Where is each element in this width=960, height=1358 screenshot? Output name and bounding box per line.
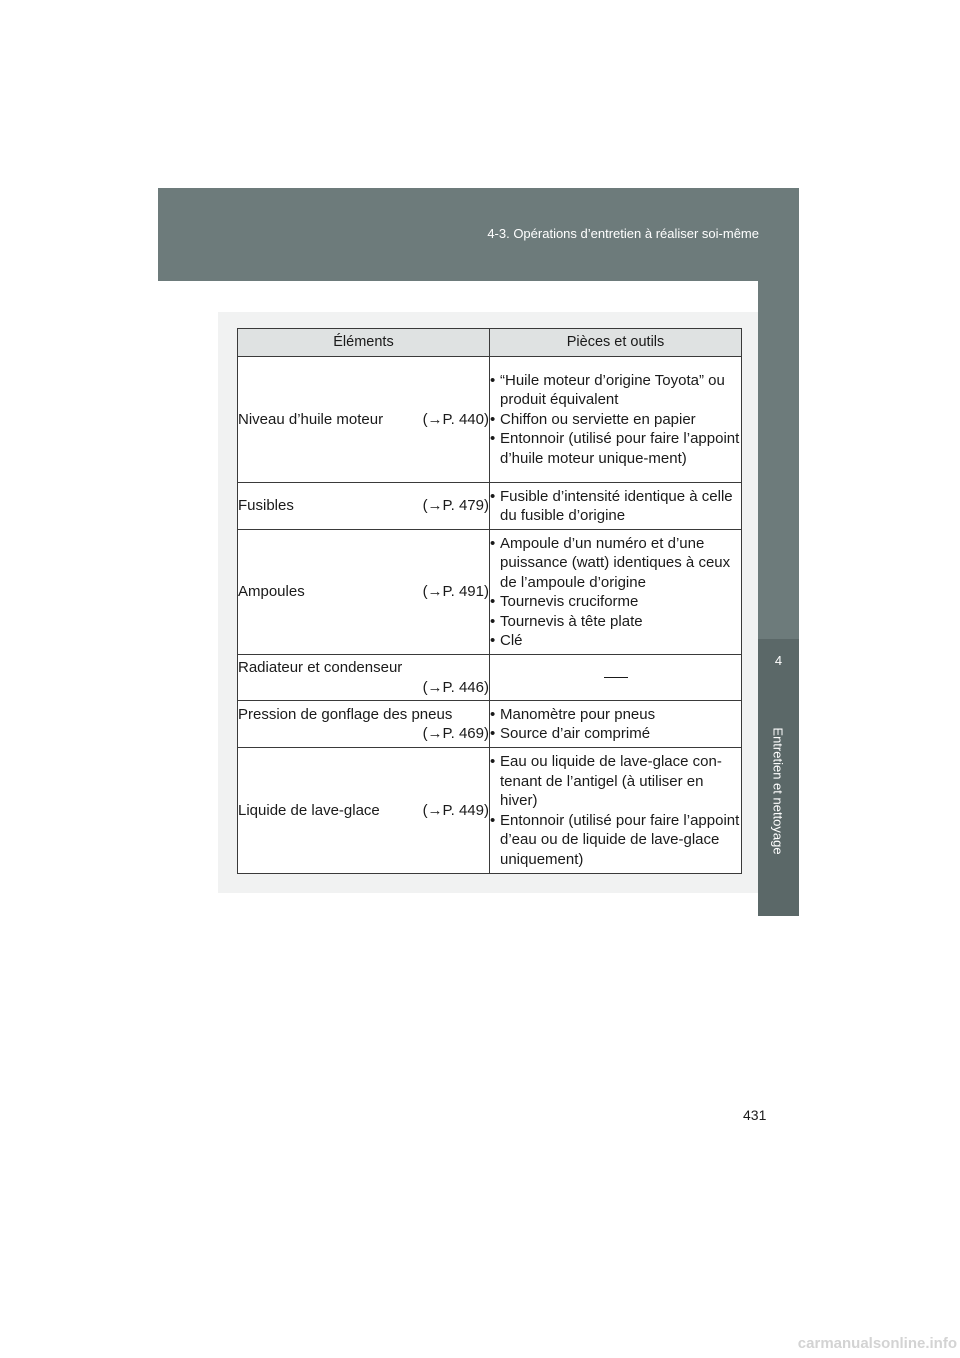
list-item: • Entonnoir (utilisé pour faire l’appoint d’huile moteur unique-ment) <box>490 430 740 467</box>
chapter-title: Entretien et nettoyage <box>770 727 786 855</box>
element-name: Ampoules <box>238 583 305 601</box>
element-cell <box>238 483 490 530</box>
page-reference: (→P. 491) <box>422 583 489 601</box>
page-reference: (→P. 469) <box>422 725 489 742</box>
page-reference: (→P. 449) <box>422 801 489 819</box>
page-reference: (→P. 479) <box>422 497 489 515</box>
maintenance-items-table <box>237 328 742 874</box>
element-cell <box>238 748 490 874</box>
list-item: • Clé <box>490 632 523 649</box>
tools-cell <box>490 655 742 701</box>
tools-list <box>490 371 741 469</box>
tools-list <box>490 705 741 744</box>
table-row <box>238 701 742 748</box>
watermark-link[interactable]: carmanualsonline.info <box>797 1335 957 1352</box>
tools-cell <box>490 483 742 530</box>
table-row <box>238 655 742 701</box>
tools-cell <box>490 530 742 655</box>
tools-cell <box>490 357 742 483</box>
list-item: • Tournevis cruciforme <box>490 593 639 610</box>
tools-list <box>490 752 741 869</box>
list-item: • Source d’air comprimé <box>490 725 651 742</box>
list-item: • Manomètre pour pneus <box>490 705 656 723</box>
element-cell <box>238 655 490 701</box>
table-row <box>238 357 742 483</box>
table-row <box>238 483 742 530</box>
list-item: • Fusible d’intensité identique à celle du fusible d’origine <box>490 487 733 524</box>
table-row <box>238 748 742 874</box>
page-number: 431 <box>743 1107 767 1123</box>
element-name: Niveau d’huile moteur <box>238 410 384 428</box>
element-name: Pression de gonflage des pneus <box>238 705 453 723</box>
tools-list <box>490 487 741 526</box>
chapter-marker <box>758 639 799 916</box>
no-tools-dash <box>604 677 628 678</box>
tools-cell <box>490 701 742 748</box>
chapter-side-tab <box>758 281 799 893</box>
element-cell <box>238 701 490 748</box>
section-header-band <box>158 188 799 281</box>
tools-cell <box>490 748 742 874</box>
element-name: Radiateur et condenseur <box>238 659 403 676</box>
list-item: • “Huile moteur d’origine Toyota” ou produit équivalent <box>490 371 725 409</box>
page-reference: (→P. 446) <box>422 678 489 696</box>
list-item: • Tournevis à tête plate <box>490 612 643 630</box>
list-item: • Ampoule d’un numéro et d’une puissance (watt) identiques à ceux de l’ampoule d’origine <box>490 534 731 591</box>
column-header-elements: Éléments <box>238 329 490 357</box>
table-header-row <box>238 329 742 357</box>
section-title: 4-3. Opérations d’entretien à réaliser soi-même <box>487 226 759 241</box>
element-cell <box>238 530 490 655</box>
list-item: • Eau ou liquide de lave-glace con-tenant de l’antigel (à utiliser en hiver) <box>490 753 722 809</box>
element-cell <box>238 357 490 483</box>
element-name: Fusibles <box>238 497 294 515</box>
column-header-tools: Pièces et outils <box>490 329 742 357</box>
chapter-number: 4 <box>774 653 783 668</box>
table-row <box>238 530 742 655</box>
list-item: • Entonnoir (utilisé pour faire l’appoint d’eau ou de liquide de lave-glace uniquement) <box>490 811 740 868</box>
list-item: • Chiffon ou serviette en papier <box>490 410 696 428</box>
page-reference: (→P. 440) <box>422 410 489 428</box>
tools-list <box>490 534 741 651</box>
element-name: Liquide de lave-glace <box>238 801 380 819</box>
